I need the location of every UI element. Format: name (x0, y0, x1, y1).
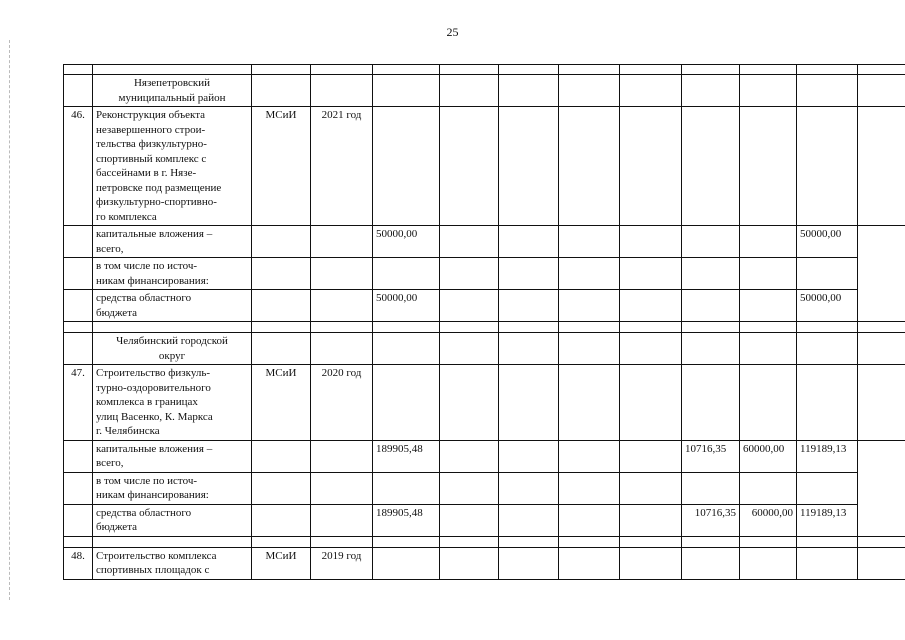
empty-cell (252, 333, 311, 365)
empty-cell (499, 75, 559, 107)
table-body (64, 65, 905, 580)
empty-cell (64, 472, 93, 504)
empty-cell (373, 547, 440, 579)
section-title-row (64, 333, 905, 365)
funding-row (64, 472, 905, 504)
empty-cell (620, 65, 682, 75)
empty-cell (559, 107, 620, 226)
text-line: всего, (96, 457, 124, 469)
funding-row (64, 504, 905, 536)
amount-c11: 10716,35 (682, 440, 740, 472)
section-title-row (64, 75, 905, 107)
text-line: в том числе по источ- (96, 474, 198, 487)
executor: МСиИ (252, 547, 311, 579)
empty-cell (373, 107, 440, 226)
amount-c8 (499, 290, 559, 322)
amount-c10 (620, 440, 682, 472)
empty-cell (740, 107, 797, 226)
empty-cell (559, 547, 620, 579)
object-number: 46. (64, 107, 93, 226)
empty-cell (311, 472, 373, 504)
empty-cell (64, 322, 93, 333)
empty-cell (682, 65, 740, 75)
empty-cell (620, 107, 682, 226)
empty-cell (311, 440, 373, 472)
empty-cell (252, 65, 311, 75)
amount-c12: 60000,00 (740, 440, 797, 472)
amount-c7 (440, 290, 499, 322)
amount-c13: 50000,00 (797, 290, 858, 322)
empty-cell (858, 365, 905, 441)
amount-c11: 10716,35 (682, 504, 740, 536)
amount-c13: 119189,13 (797, 440, 858, 472)
year: 2019 год (311, 547, 373, 579)
amount-c11 (682, 472, 740, 504)
empty-cell (740, 322, 797, 333)
object-row (64, 365, 905, 441)
funding-label (93, 472, 252, 504)
empty-cell (440, 333, 499, 365)
empty-cell (499, 65, 559, 75)
empty-cell (858, 536, 905, 547)
amount-c13: 50000,00 (797, 226, 858, 258)
empty-cell (252, 504, 311, 536)
amount-c13 (797, 258, 858, 290)
empty-cell (858, 107, 905, 226)
text-line: Реконструкция объекта (96, 109, 206, 121)
empty-cell (311, 322, 373, 333)
empty-cell (252, 322, 311, 333)
year: 2020 год (311, 365, 373, 441)
empty-cell (311, 65, 373, 75)
empty-cell (311, 333, 373, 365)
empty-cell (682, 322, 740, 333)
text-line: незавершенного строи- (96, 123, 206, 136)
empty-cell (440, 107, 499, 226)
text-line: физкультурно-спортивно- (96, 196, 217, 208)
text-line: муниципальный район (118, 91, 226, 104)
year: 2021 год (311, 107, 373, 226)
empty-cell (559, 536, 620, 547)
empty-cell (740, 365, 797, 441)
amount-total: 50000,00 (373, 226, 440, 258)
empty-cell (64, 440, 93, 472)
empty-cell (373, 365, 440, 441)
empty-cell (64, 258, 93, 290)
empty-cell (740, 65, 797, 75)
object-name (93, 107, 252, 226)
amount-total: 50000,00 (373, 290, 440, 322)
funding-label (93, 290, 252, 322)
empty-cell (797, 75, 858, 107)
text-line: средства областного (96, 506, 192, 519)
empty-cell (797, 333, 858, 365)
text-line: капитальные вложения – (96, 442, 213, 455)
amount-c8 (499, 504, 559, 536)
budget-table (63, 64, 905, 580)
empty-cell (682, 365, 740, 441)
text-line: Строительство комплекса (96, 549, 217, 562)
text-line: бассейнами в г. Нязе- (96, 167, 197, 179)
amount-c7 (440, 440, 499, 472)
empty-cell (440, 547, 499, 579)
text-line: г. Челябинска (96, 425, 160, 437)
empty-cell (620, 536, 682, 547)
amount-total (373, 472, 440, 504)
amount-c7 (440, 258, 499, 290)
spacer-row (64, 322, 905, 333)
empty-cell (682, 107, 740, 226)
empty-cell (559, 322, 620, 333)
amount-c9 (559, 290, 620, 322)
text-line: средства областного (96, 292, 192, 304)
text-line: улиц Васенко, К. Маркса (96, 410, 213, 423)
amount-c13: 119189,13 (797, 504, 858, 536)
margin-line (9, 40, 10, 600)
object-row (64, 547, 905, 579)
empty-cell (858, 65, 905, 75)
amount-c12: 60000,00 (740, 504, 797, 536)
empty-cell (373, 536, 440, 547)
empty-cell (64, 75, 93, 107)
empty-cell (559, 65, 620, 75)
object-name (93, 365, 252, 441)
empty-cell (740, 536, 797, 547)
spacer-row (64, 65, 905, 75)
empty-cell (252, 75, 311, 107)
text-line: бюджета (96, 306, 138, 319)
amount-c12 (740, 258, 797, 290)
empty-cell (64, 504, 93, 536)
text-line: капитальные вложения – (96, 228, 213, 240)
section-title (93, 75, 252, 107)
executor: МСиИ (252, 365, 311, 441)
amount-total (373, 258, 440, 290)
object-name (93, 547, 252, 579)
amount-c12 (740, 472, 797, 504)
empty-cell (64, 290, 93, 322)
empty-cell (499, 365, 559, 441)
empty-cell (311, 75, 373, 107)
section-title (93, 333, 252, 365)
text-line: всего, (96, 242, 124, 255)
text-line: турно-оздоровительного (96, 381, 211, 394)
text-line: тельства физкультурно- (96, 138, 207, 150)
spacer-row (64, 536, 905, 547)
empty-cell (797, 107, 858, 226)
empty-cell (797, 322, 858, 333)
object-number: 47. (64, 365, 93, 441)
empty-cell (740, 547, 797, 579)
empty-cell (93, 65, 252, 75)
empty-cell (252, 226, 311, 258)
object-number: 48. (64, 547, 93, 579)
funding-row (64, 226, 905, 258)
empty-cell (499, 536, 559, 547)
text-line: в том числе по источ- (96, 260, 198, 272)
amount-c9 (559, 472, 620, 504)
empty-cell (440, 365, 499, 441)
text-line: го комплекса (96, 210, 157, 223)
text-line: Нязепетровский (133, 77, 211, 89)
amount-c9 (559, 440, 620, 472)
amount-c10 (620, 472, 682, 504)
amount-c8 (499, 226, 559, 258)
empty-cell (252, 290, 311, 322)
empty-cell (682, 75, 740, 107)
amount-total: 189905,48 (373, 440, 440, 472)
empty-cell (682, 333, 740, 365)
object-row (64, 107, 905, 226)
amount-c13 (797, 472, 858, 504)
funding-label (93, 226, 252, 258)
empty-cell (440, 322, 499, 333)
amount-c10 (620, 226, 682, 258)
text-line: спортивный комплекс с (96, 152, 207, 165)
empty-cell (499, 322, 559, 333)
empty-cell (440, 65, 499, 75)
empty-cell (311, 290, 373, 322)
amount-c8 (499, 472, 559, 504)
funding-row (64, 440, 905, 472)
empty-cell (797, 547, 858, 579)
amount-c9 (559, 226, 620, 258)
amount-c7 (440, 226, 499, 258)
funding-row (64, 290, 905, 322)
amount-c12 (740, 290, 797, 322)
amount-c12 (740, 226, 797, 258)
empty-cell (64, 333, 93, 365)
empty-cell (64, 536, 93, 547)
empty-cell (499, 333, 559, 365)
text-line: Челябинский городской (116, 335, 228, 347)
empty-cell (499, 547, 559, 579)
empty-cell (440, 75, 499, 107)
funding-label (93, 440, 252, 472)
empty-cell (858, 333, 905, 365)
empty-cell (797, 365, 858, 441)
amount-c9 (559, 504, 620, 536)
executor: МСиИ (252, 107, 311, 226)
amount-c10 (620, 504, 682, 536)
empty-cell (252, 472, 311, 504)
empty-cell (620, 322, 682, 333)
empty-cell (311, 504, 373, 536)
empty-cell (559, 75, 620, 107)
amount-c11 (682, 290, 740, 322)
empty-cell (740, 333, 797, 365)
amount-c7 (440, 504, 499, 536)
empty-cell (311, 226, 373, 258)
text-line: спортивных площадок с (96, 564, 210, 576)
page-number: 25 (446, 25, 459, 39)
funding-label (93, 258, 252, 290)
empty-cell (559, 333, 620, 365)
empty-cell (373, 333, 440, 365)
empty-cell (620, 75, 682, 107)
empty-cell (373, 65, 440, 75)
empty-cell (620, 547, 682, 579)
empty-cell (93, 322, 252, 333)
amount-total: 189905,48 (373, 504, 440, 536)
empty-cell (858, 75, 905, 107)
empty-cell (373, 75, 440, 107)
empty-cell (64, 65, 93, 75)
text-line: никам финансирования: (96, 489, 209, 501)
text-line: никам финансирования: (96, 274, 209, 287)
empty-cell (373, 322, 440, 333)
empty-cell (797, 65, 858, 75)
funding-row (64, 258, 905, 290)
empty-cell (559, 365, 620, 441)
empty-cell (252, 440, 311, 472)
amount-c10 (620, 258, 682, 290)
empty-cell (499, 107, 559, 226)
empty-cell (620, 333, 682, 365)
amount-c9 (559, 258, 620, 290)
text-line: бюджета (96, 521, 138, 533)
funding-label (93, 504, 252, 536)
empty-cell (440, 536, 499, 547)
empty-cell (858, 547, 905, 579)
empty-cell (620, 365, 682, 441)
text-line: Строительство физкуль- (96, 367, 211, 379)
amount-c8 (499, 440, 559, 472)
text-line: комплекса в границах (96, 396, 198, 408)
empty-cell (93, 536, 252, 547)
empty-cell (858, 322, 905, 333)
empty-cell (740, 75, 797, 107)
empty-cell (311, 536, 373, 547)
empty-cell (682, 547, 740, 579)
text-line: петровске под размещение (96, 181, 222, 194)
empty-cell (64, 226, 93, 258)
amount-c11 (682, 258, 740, 290)
empty-cell (797, 536, 858, 547)
amount-c10 (620, 290, 682, 322)
empty-cell (682, 536, 740, 547)
empty-cell (311, 258, 373, 290)
amount-c7 (440, 472, 499, 504)
empty-cell (252, 258, 311, 290)
amount-c8 (499, 258, 559, 290)
empty-cell (252, 536, 311, 547)
text-line: округ (158, 349, 186, 362)
amount-c11 (682, 226, 740, 258)
